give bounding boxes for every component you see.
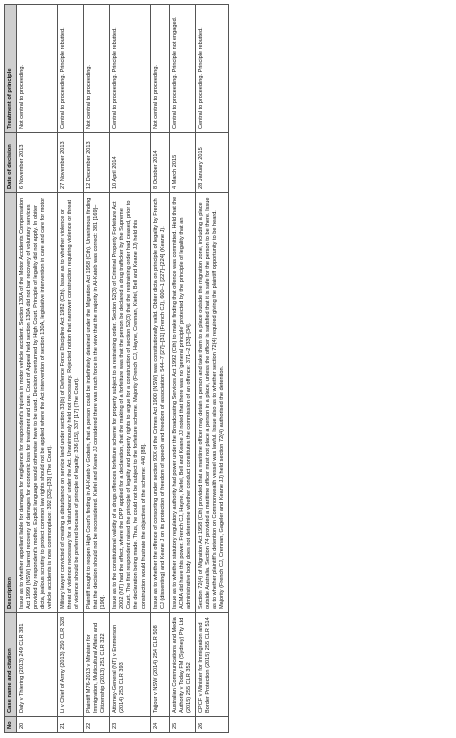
header-row bbox=[5, 5, 17, 733]
cell-treatment: Central to proceeding. Principle rebutted. bbox=[110, 5, 150, 133]
cell-case: Li v Chief of Army (2013) 250 CLR 328 bbox=[57, 613, 83, 717]
cell-no: 25 bbox=[169, 717, 195, 733]
cell-description: Issue as to the constitutional validity of a drugs offences forfeiture scheme for property subject to a restraining order. Section 52(3) of Criminal Property Forfeiture Act 2002 (NT) had the effect, where the DPP applied for a declaration, that the making of a forfeiture was that the person be declared a drug trafficker by the Supreme Court. The first respondent raised the principle of legality and property rights to argue for a construction of section 52(3) that the restraining order had ceased, prior to the declaration being made. Thus, he could not be subject to the forfeiture scheme. Majority (French CJ, Hayne, Crennan, Kiefel, Bell and Keane JJ) held this construction would frustrate the objectives of the scheme: 440 [88]. bbox=[110, 193, 150, 613]
cell-treatment: Central to proceeding. Principle rebutted. bbox=[196, 5, 229, 133]
cell-date: 6 November 2013 bbox=[17, 133, 57, 193]
table-row bbox=[17, 5, 57, 733]
table-row bbox=[196, 5, 229, 733]
cell-no: 22 bbox=[83, 717, 109, 733]
cell-treatment: Not central to proceeding. bbox=[17, 5, 57, 133]
cell-no: 23 bbox=[110, 717, 150, 733]
cell-treatment: Central to proceeding. Principle not engaged. bbox=[169, 5, 195, 133]
cell-case: Tajjour v NSW (2014) 254 CLR 508 bbox=[150, 613, 169, 717]
cell-description: Plaintiff sought to reopen High Court's finding in Al-Kateb v Godwin, that a person could be indefinitely detained under the Migration Act 1958 (Cth). Unanimous finding that the decision should not be reconsidered. Kiefel and Keane JJ considered there was much force in the view that the majority in Al-Kateb was correct: 381 [169]–[190]. bbox=[83, 193, 109, 613]
table-header bbox=[5, 5, 17, 733]
cell-date: 10 April 2014 bbox=[110, 133, 150, 193]
cell-case: Australian Communications and Media Authority v Today FM (Sydney) Pty Ltd (2015) 255 CLR 352 bbox=[169, 613, 195, 717]
cell-case: CPCF v Minister for Immigration and Border Protection (2015) 255 CLR 514 bbox=[196, 613, 229, 717]
table-row bbox=[83, 5, 109, 733]
cell-no: 26 bbox=[196, 717, 229, 733]
header-case: Case name and citation bbox=[5, 613, 17, 717]
cell-description: Issue as to whether the offence of consorting under section 93X of the Crimes Act 1900 (NSW) was constitutionally valid. Obiter dicta on principle of legality by French CJ (dissenting) and Keane J on its protection of freedom of speech and freedom of association: 544–7 [27]–[31] (French CJ), 600–1 [227]–[224] (Keane J). bbox=[150, 193, 169, 613]
cell-description: Section 72(4) of Migration Act 1958 (Cth) provided that a maritime officer may detain a person and take them to a place outside the migration zone, including a place outside Australia. Section 74 provided a maritime officer must not place a person in a place, unless the officer is satisfied that it is safe for the person to be there. Issue as to whether plaintiff's detention on Commonwealth vessel was lawful. Issue also as to whether section 72(4) required giving the plaintiff opportunity to be heard. Majority (French CJ, Crennan, Gageler and Keane JJ) held section 72(4) authorised the detention. bbox=[196, 193, 229, 613]
header-no: No bbox=[5, 717, 17, 733]
header-treatment: Treatment of principle bbox=[5, 5, 17, 133]
cell-no: 24 bbox=[150, 717, 169, 733]
cell-date: 27 November 2013 bbox=[57, 133, 83, 193]
cell-description: Military lawyer convicted of creating a disturbance on service land under section 33(b) of Defence Force Discipline Act 1982 (Cth). Issue as to whether violence or threat of violence necessary for a 'disturbance' under the Act. Unanimously held not necessary. Rejected notion that narrower construction requiring violence or threat of violence should be preferred because of principle of legality: 336 [15], 337 [17] (The Court). bbox=[57, 193, 83, 613]
table-row bbox=[150, 5, 169, 733]
table-row bbox=[57, 5, 83, 733]
cell-date: 28 January 2015 bbox=[196, 133, 229, 193]
cell-treatment: Not central to proceeding. bbox=[150, 5, 169, 133]
cell-case: Daly v Thiering (2013) 249 CLR 381 bbox=[17, 613, 57, 717]
table-row bbox=[110, 5, 150, 733]
table-row bbox=[169, 5, 195, 733]
cell-no: 21 bbox=[57, 717, 83, 733]
cases-table bbox=[4, 4, 229, 733]
cell-date: 12 December 2013 bbox=[83, 133, 109, 193]
cell-no: 20 bbox=[17, 717, 57, 733]
cell-date: 4 March 2015 bbox=[169, 133, 195, 193]
cell-treatment: Central to proceeding. Principle rebutted. bbox=[57, 5, 83, 133]
cell-treatment: Not central to proceeding. bbox=[83, 5, 109, 133]
table-body bbox=[17, 5, 229, 733]
cell-date: 8 October 2014 bbox=[150, 133, 169, 193]
header-description: Description bbox=[5, 193, 17, 613]
cell-description: Issue as to whether appellant liable for damages for negligence for respondent's injuries in motor vehicle accident. Section 130A of the Motor Accidents Compensation Act 1999 (NSW) barred recovery of damages for economic loss for treatment and care. Court of Appeal held section 130A did not bar recovery of voluntary services provided by respondent's mother. Explicit language would otherwise have to be used. Decision overturned by High Court. Principle of legality did not apply. In obiter dicta, jealous scrutiny to protect common law rights should not be applied where the Act intervention of section 130A, legislative intervention in care and care for motor vehicle accidents is now commonplace: 392 [32]–[33] (The Court). bbox=[17, 193, 57, 613]
cell-case: Plaintiff M76-2013 v Minister for Immigration, Multicultural Affairs and Citizenship (2013) 251 CLR 322 bbox=[83, 613, 109, 717]
cell-case: Attorney-General (NT) v Emmerson (2014) 253 CLR 393 bbox=[110, 613, 150, 717]
cell-description: Issue as to whether statutory regulatory authority had power under the Broadcasting Services Act 1992 (Cth) to make finding that offence was committed. Held that the ACMA did have this power. French CJ, Hayne, Kiefel, Bell and Keane JJ noted that there was no 'general principle' protected by the principle of legality that an administrative body does not determine whether conduct constitutes the commission of an offence: 371–2 [33]–[34]. bbox=[169, 193, 195, 613]
header-date: Date of decision bbox=[5, 133, 17, 193]
